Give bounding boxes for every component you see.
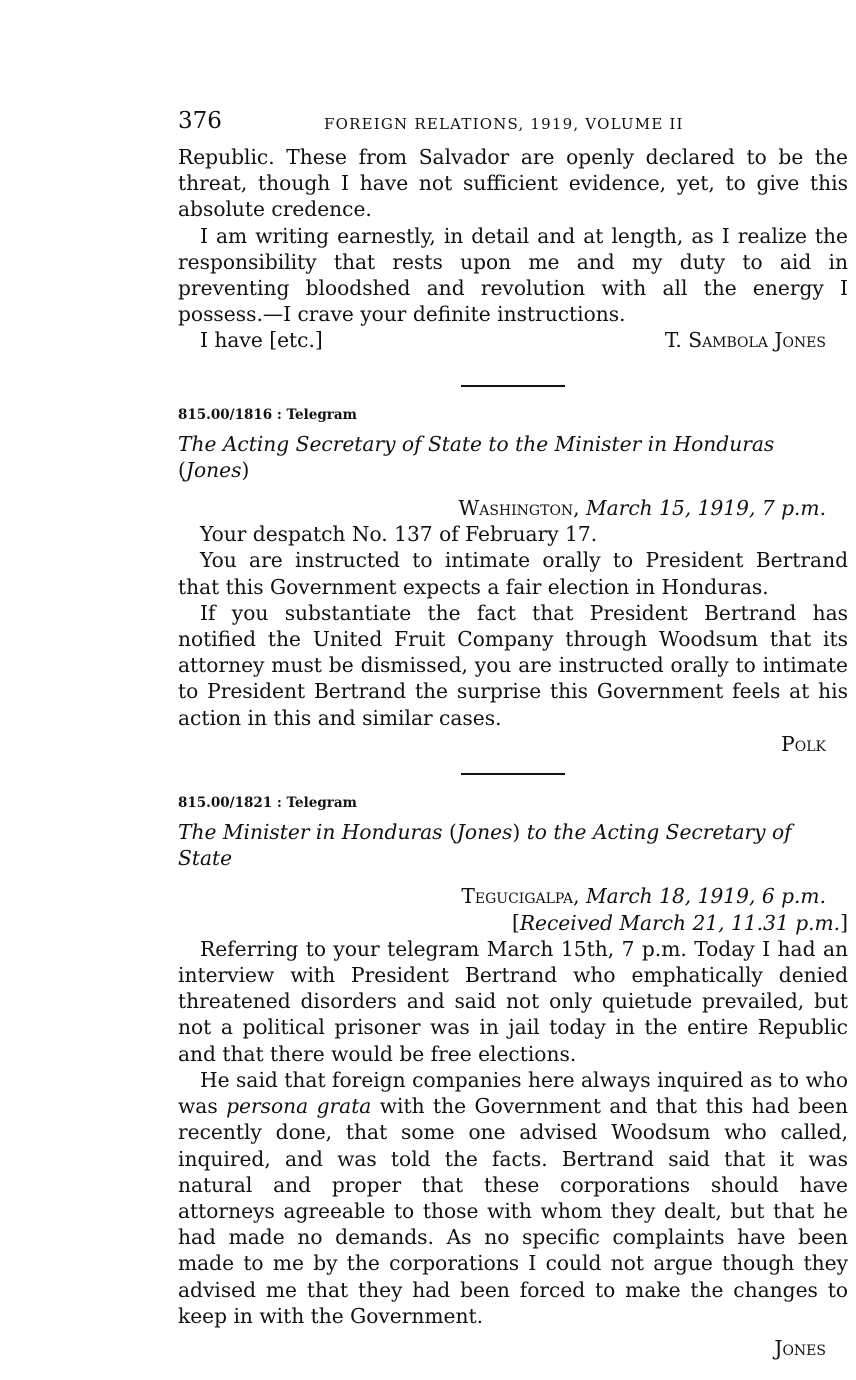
doc3-title-text: The Minister in Honduras [178, 820, 449, 845]
doc3-signer: Jones [774, 1335, 826, 1360]
doc2-title-paren-open: ( [178, 457, 186, 482]
document-page [178, 108, 848, 1361]
doc1-closing: I have [etc.] [200, 328, 323, 353]
doc3-paragraph-2 [178, 1067, 848, 1329]
doc3-date: March 18, 1919, 6 p.m. [586, 884, 826, 909]
doc3-received-bracket-close: ] [840, 910, 848, 935]
doc2-dateline [178, 495, 848, 521]
doc2-date: March 15, 1919, 7 p.m. [586, 496, 826, 521]
doc2-paragraph-2: You are instructed to intimate orally to President Bertrand that this Government expects a fair election in Honduras. [178, 548, 848, 599]
doc2-title [178, 431, 848, 483]
doc3-file-reference: 815.00/1821 : Telegram [178, 795, 357, 812]
doc3-paragraph-2-text-a: He said that foreign companies here always inquired as to who was [178, 1067, 848, 1119]
doc2-title-text: The Acting Secretary of State to the Minister in Honduras [178, 431, 775, 456]
page-header [178, 108, 848, 144]
doc1-signature-line [178, 327, 848, 353]
doc2-title-name: Jones [185, 457, 242, 482]
doc3-title-name: Jones [456, 820, 513, 845]
doc3-title [178, 819, 848, 871]
running-title: FOREIGN RELATIONS, 1919, VOLUME II [324, 115, 684, 133]
doc2-paragraph-3: If you substantiate the fact that President Bertrand has notified the United Fruit Company through Woodsum that its attorney must be dismissed, you are instructed orally to intimate to President Bertrand the surprise this Government feels at his action in this and similar cases. [178, 600, 848, 730]
doc2-title-paren-close: ) [241, 457, 250, 482]
doc3-title-paren-open: ( [448, 820, 457, 845]
doc1-paragraph-1: Republic. These from Salvador are openly declared to be the threat, though I have not sufficient evidence, yet, to give this absolute credence. [178, 145, 848, 222]
doc3-dateline [178, 883, 848, 909]
doc3-place: Tegucigalpa, [461, 884, 580, 909]
doc3-title-text-2: to the Acting Secretary of State [178, 820, 792, 871]
doc3-paragraph-2-italic: persona grata [226, 1094, 372, 1119]
doc2-paragraph-1: Your despatch No. 137 of February 17. [200, 522, 598, 547]
doc3-paragraph-1: Referring to your telegram March 15th, 7 p.m. Today I had an interview with President Bertrand who emphatically denied threatened disorders and said not only quietude prevailed, but not a political prisoner was in jail today in the entire Republic and that there would be free elections. [178, 936, 848, 1066]
page-number: 376 [178, 108, 222, 134]
doc2-place: Washington, [458, 496, 580, 521]
doc1-signature: T. Sambola Jones [664, 328, 826, 353]
doc2-file-reference: 815.00/1816 : Telegram [178, 406, 357, 423]
doc3-received-bracket-open: [ [511, 910, 520, 935]
doc2-signer: Polk [781, 731, 826, 756]
doc3-paragraph-2-text-b: with the Government and that this had been recently done, that some one advised Woodsum who called, inquired, and was told the facts. Bertrand said that it was natural and proper that these corporations should have attorneys agreeable to those with whom they dealt, but that he had made no demands. As no specific complaints have been made to me by the corporations I could not argue though they advised me that they had been forced to make the changes to keep in with the Government. [178, 1094, 848, 1328]
doc1-paragraph-2: I am writing earnestly, in detail and at length, as I realize the responsibility that rests upon me and my duty to aid in preventing bloodshed and revolution with all the energy I possess.—I crave your definite instructions. [178, 223, 848, 327]
doc3-received-line [178, 910, 848, 936]
doc3-received: Received March 21, 11.31 p.m. [519, 910, 841, 935]
doc3-title-paren-close: ) [512, 820, 521, 845]
